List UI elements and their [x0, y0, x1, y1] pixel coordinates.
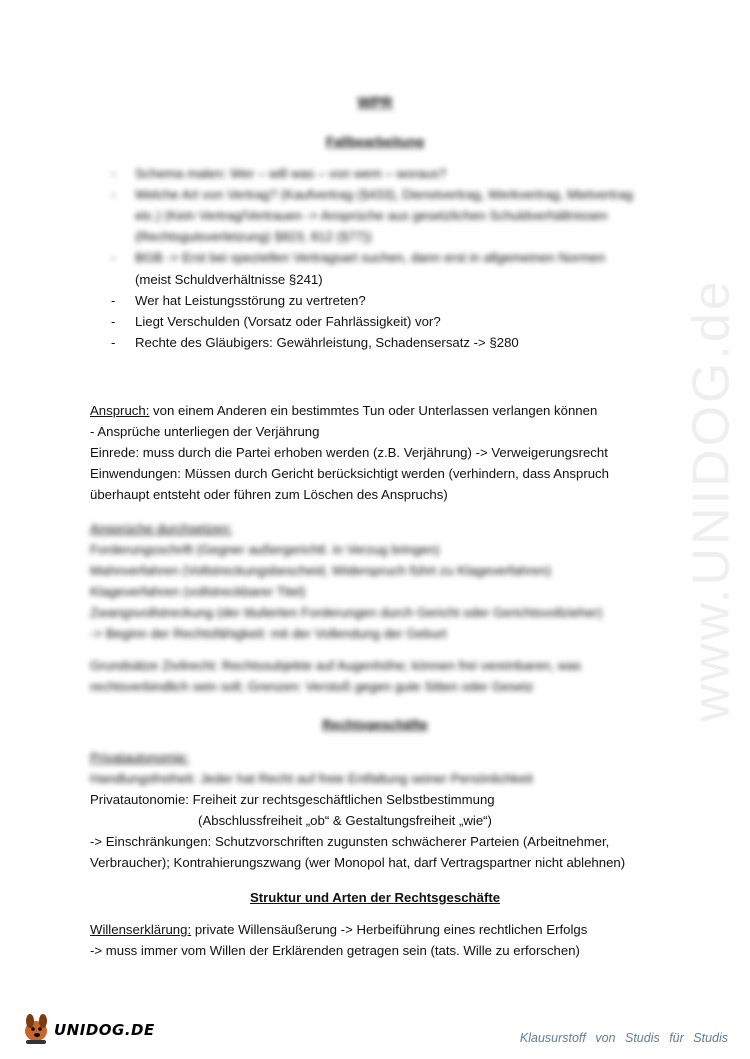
list-item: - Wer hat Leistungsstörung zu vertreten?	[90, 290, 650, 311]
footer-tagline: Klausurstoff von Studis für Studis	[519, 1031, 728, 1045]
text-line: Zwangsvollstreckung (der titulierten Forderungen durch Gericht oder Gerichtsvollzieher)	[90, 605, 603, 620]
section-heading-struktur: Struktur und Arten der Rechtsgeschäfte	[249, 890, 501, 905]
text-line: Einrede: muss durch die Partei erhoben werden (z.B. Verjährung) -> Verweigerungsrecht	[90, 445, 608, 460]
text-line: Einwendungen: Müssen durch Gericht berücksichtigt werden (verhindern, dass Anspruch überhaupt entsteht oder führen zum Löschen des Anspruchs)	[90, 466, 609, 502]
list-item: - Rechte des Gläubigers: Gewährleistung, Schadensersatz -> §280	[90, 332, 650, 353]
section-heading-fallbearbeitung: Fallbearbeitung	[325, 134, 425, 149]
list-item: - Liegt Verschulden (Vorsatz oder Fahrlässigkeit) vor?	[90, 311, 650, 332]
text-line: -> muss immer vom Willen der Erklärenden getragen sein (tats. Wille zu erforschen)	[90, 943, 580, 958]
text-line: (Abschlussfreiheit „ob“ & Gestaltungsfreiheit „wie“)	[198, 813, 492, 828]
bullet-list-blurred	[90, 163, 650, 268]
willenserklaerung-definition: Willenserklärung: private Willensäußerung -> Herbeiführung eines rechtlichen Erfolgs	[90, 922, 588, 937]
list-item: - Welche Art von Vertrag? (Kaufvertrag (§433), Dienstvertrag, Werkvertrag, Mietvertrag etc.) (Kein Vertrag/Vertrauen -> Ansprüche aus gesetzlichen Schuldverhältnissen (Rechtsgutsverletzung) §823, 812 (§77))	[90, 184, 650, 247]
text-line: - Ansprüche unterliegen der Verjährung	[90, 424, 320, 439]
anspruch-label: Anspruch:	[90, 403, 150, 418]
text-line: -> Einschränkungen: Schutzvorschriften zugunsten schwächerer Parteien (Arbeitnehmer, Verbraucher); Kontrahierungszwang (wer Monopol hat, darf Vertragspartner nicht ablehnen)	[90, 834, 626, 870]
text-line: Forderungsschrift (Gegner außergerichtl. in Verzug bringen)	[90, 542, 440, 557]
list-item: - Schema malen: Wer – will was – von wem – woraus?	[90, 163, 650, 184]
document-title: WPR	[357, 94, 393, 111]
bullet-list	[90, 269, 650, 353]
durchsetzen-section	[90, 518, 660, 644]
grundsaetze-paragraph: Grundsätze Zivilrecht: Rechtssubjekte auf Augenhöhe; können frei vereinbaren, was rechtsverbindlich sein soll; Grenzen: Verstoß gegen gute Sitten oder Gesetz	[90, 658, 582, 694]
willenserklaerung-section	[90, 919, 660, 961]
document-page: www.UNIDOG.de WPR Fallbearbeitung - Schema malen: Wer – will was – von wem – woraus? - Welche Art von Vertrag? (Kaufvertrag (§433), Dienstvertrag, Werkvertrag, Mietvertrag etc.) (Kein Vertrag/Vertrauen -> Ansprüche aus gesetzlichen Schuldverhältnissen (Rechtsgutsverletzung) §823, 812 (§77)) - BGB -> Erst bei speziellen Vertragsart suchen, dann erst in allgemeinen Normen (meist Schuldverhältnisse §241) - Wer hat Leistungsstörung zu vertreten? - Liegt Verschulden (Vorsatz oder Fahrlässigkeit) vor? - Rechte des Gläubigers: Gewährleistung, Schadensersatz -> §280 Anspruch: von einem Anderen ein bestimmtes Tun oder Unterlassen verlangen können - Ansprüche unterliegen der Verjährung Einrede: muss durch die Partei erhoben werden (z.B. Verjährung) -> Verweigerungsrecht Einwendungen: Müssen durch Gericht berücksichtigt werden (verhindern, dass Anspruch überhaupt entsteht oder führen zum Löschen des Anspruchs) Ansprüche durchsetzen: Forderungsschrift (Gegner außergerichtl. in Verzug bringen) Mahnverfahren (Vollstreckungsbescheid, Widerspruch führt zu Klageverfahren) Klageverfahren (vollstreckbarer Titel) Zwangsvollstreckung (der titulierten Forderungen durch Gericht oder Gerichtsvollzieher) -> Beginn der Rechtsfähigkeit: mit der Vollendung der Geburt Grundsätze Zivilrecht: Rechtssubjekte auf Augenhöhe; können frei vereinbaren, was rechtsverbindlich sein soll; Grenzen: Verstoß gegen gute Sitten oder Gesetz Rechtsgeschäfte Privatautonomie: Handlungsfreiheit: Jeder hat Recht auf freie Entfaltung seiner Persönlichkeit Privatautonomie: Freiheit zur rechtsgeschäftlichen Selbstbestimmung (Abschlussfreiheit „ob“ & Gestaltungsfreiheit „wie“) -> Einschränkungen: Schutzvorschriften zugunsten schwächerer Parteien (Arbeitnehmer, Verbraucher); Kontrahierungszwang (wer Monopol hat, darf Vertragspartner nicht ablehnen) Struktur und Arten der Rechtsgeschäfte Willenserklärung: private Willensäußerung -> Herbeiführung eines rechtlichen Erfolgs -> muss immer vom Willen der Erklärenden getragen sein (tats. Wille zu erforschen) UNIDOG.DE Klausurstoff von Studis für Studis	[0, 0, 750, 1059]
text-line: Privatautonomie: Freiheit zur rechtsgeschäftlichen Selbstbestimmung	[90, 792, 495, 807]
privatautonomie-section	[90, 789, 660, 873]
text-line: Mahnverfahren (Vollstreckungsbescheid, Widerspruch führt zu Klageverfahren)	[90, 563, 552, 578]
durchsetzen-heading: Ansprüche durchsetzen:	[90, 521, 233, 536]
text-line: -> Beginn der Rechtsfähigkeit: mit der Vollendung der Geburt	[90, 626, 447, 641]
privatautonomie-blurred	[90, 747, 660, 789]
unidog-logo	[22, 1009, 162, 1049]
willenserklaerung-label: Willenserklärung:	[90, 922, 192, 937]
privatautonomie-heading: Privatautonomie:	[90, 750, 189, 765]
anspruch-section	[90, 400, 660, 505]
text-line: Handlungsfreiheit: Jeder hat Recht auf freie Entfaltung seiner Persönlichkeit	[90, 771, 533, 786]
section-heading-rechtsgeschaefte: Rechtsgeschäfte	[322, 717, 428, 732]
list-item-continuation: (meist Schuldverhältnisse §241)	[135, 272, 323, 287]
list-item: - BGB -> Erst bei speziellen Vertragsart suchen, dann erst in allgemeinen Normen	[90, 247, 650, 268]
dog-icon	[22, 1009, 56, 1049]
logo-text: UNIDOG.DE	[54, 1021, 155, 1039]
anspruch-definition: Anspruch: von einem Anderen ein bestimmtes Tun oder Unterlassen verlangen können	[90, 403, 598, 418]
text-line: Klageverfahren (vollstreckbarer Titel)	[90, 584, 306, 599]
